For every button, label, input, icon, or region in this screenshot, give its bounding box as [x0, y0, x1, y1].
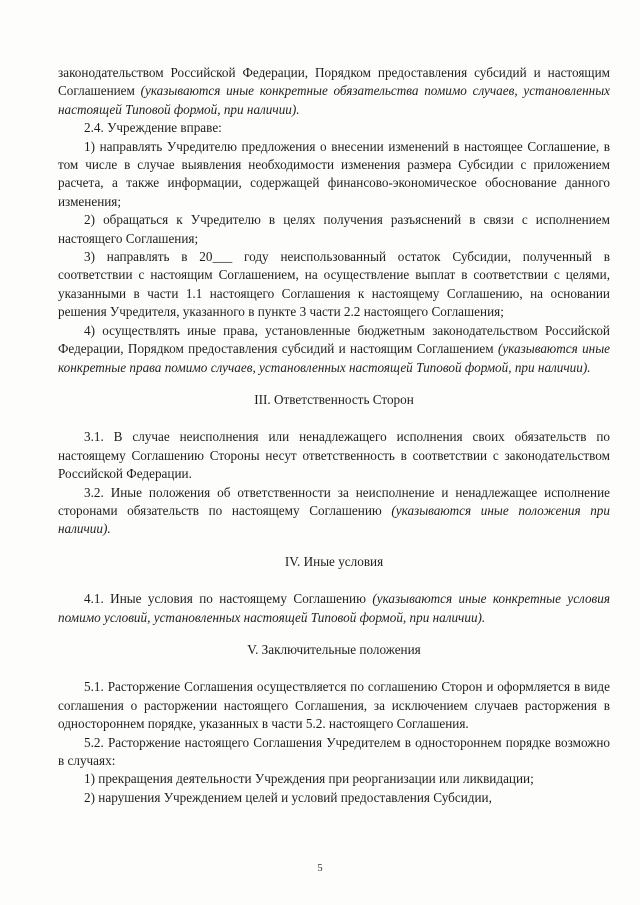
paragraph-3-1: [58, 428, 610, 483]
page-number: 5: [317, 863, 323, 874]
paragraph-text: 2.4. Учреждение вправе:: [84, 120, 222, 136]
spacer: [58, 409, 610, 428]
paragraph-2-4-2: [58, 211, 610, 248]
paragraph-text: 4.1. Иные условия по настоящему Соглашению: [84, 591, 373, 607]
paragraph-text: 3.2. Иные положения об ответственности за неисполнение и ненадлежащее исполнение сторонами обязательств по настоящему Соглашению: [58, 484, 610, 518]
paragraph-text: 3.1. В случае неисполнения или ненадлежащего исполнения своих обязательств по настоящему Соглашению Стороны несут ответственность в соответствии с законодательством Российской Федерации.: [58, 429, 610, 482]
paragraph-text: 4) осуществлять иные права, установленные бюджетным законодательством Российской Федерации, Порядком предоставления субсидий и настоящим Соглашением: [58, 322, 610, 357]
paragraph-2-4-4: [58, 322, 610, 377]
paragraph-3-2: [58, 484, 610, 539]
paragraph-2-4: [58, 119, 610, 137]
paragraph-5-2: [58, 734, 610, 771]
paragraph-text: 5.2. Расторжение настоящего Соглашения Учредителем в одностороннем порядке возможно в случаях:: [58, 734, 610, 768]
paragraph-5-1: [58, 678, 610, 733]
paragraph-text: 2) обращаться к Учредителю в целях получения разъяснений в связи с исполнением настоящего Соглашения;: [58, 212, 610, 246]
spacer: [58, 571, 610, 590]
paragraph-text: 2) нарушения Учреждением целей и условий предоставления Субсидии,: [84, 789, 492, 805]
paragraph-note: (указываются иные конкретные права помимо случаев, установленных настоящей Типовой формой, при наличии).: [58, 341, 610, 375]
document-body: [58, 64, 610, 807]
paragraph-text: 1) направлять Учредителю предложения о внесении изменений в настоящее Соглашение, в том числе в случае выявления необходимости изменения размера Субсидии с приложением расчета, а также информации, содержащей финансово-экономическое обоснование данного изменения;: [58, 138, 610, 209]
paragraph-text: 1) прекращения деятельности Учреждения при реорганизации или ликвидации;: [84, 771, 534, 787]
spacer: [58, 539, 610, 553]
paragraph-2-4-1: [58, 138, 610, 212]
section-heading-3: III. Ответственность Сторон: [254, 391, 414, 407]
section-heading-5: V. Заключительные положения: [247, 641, 421, 657]
paragraph-note: (указываются иные положения при наличии).: [58, 502, 610, 537]
paragraph-continuation: [58, 64, 610, 119]
spacer: [58, 659, 610, 678]
paragraph-text: законодательством Российской Федерации, Порядком предоставления субсидий и настоящим Соглашением: [58, 65, 610, 99]
paragraph-2-4-3: [58, 248, 610, 322]
paragraph-5-2-1: [58, 770, 610, 788]
spacer: [58, 627, 610, 641]
paragraph-note: (указываются иные конкретные условия помимо условий, установленных настоящей Типовой формой, при наличии).: [58, 591, 610, 625]
paragraph-4-1: [58, 590, 610, 627]
paragraph-text: 3) направлять в 20___ году неиспользованный остаток Субсидии, полученный в соответствии с настоящим Соглашением, на осуществление выплат в соответствии с целями, указанными в части 1.1 настоящего Соглашения к настоящему Соглашению, на основании решения Учредителя, указанного в пункте 3 части 2.2 настоящего Соглашения;: [58, 249, 610, 320]
paragraph-5-2-2: [58, 789, 610, 807]
paragraph-note: (указываются иные конкретные обязательства помимо случаев, установленных настоящей Типовой формой, при наличии).: [58, 83, 610, 117]
paragraph-text: 5.1. Расторжение Соглашения осуществляется по соглашению Сторон и оформляется в виде соглашения о расторжении настоящего Соглашения, за исключением случаев расторжения в одностороннем порядке, указанных в части 5.2. настоящего Соглашения.: [58, 679, 610, 732]
spacer: [58, 377, 610, 391]
section-heading-4: IV. Иные условия: [284, 553, 384, 569]
